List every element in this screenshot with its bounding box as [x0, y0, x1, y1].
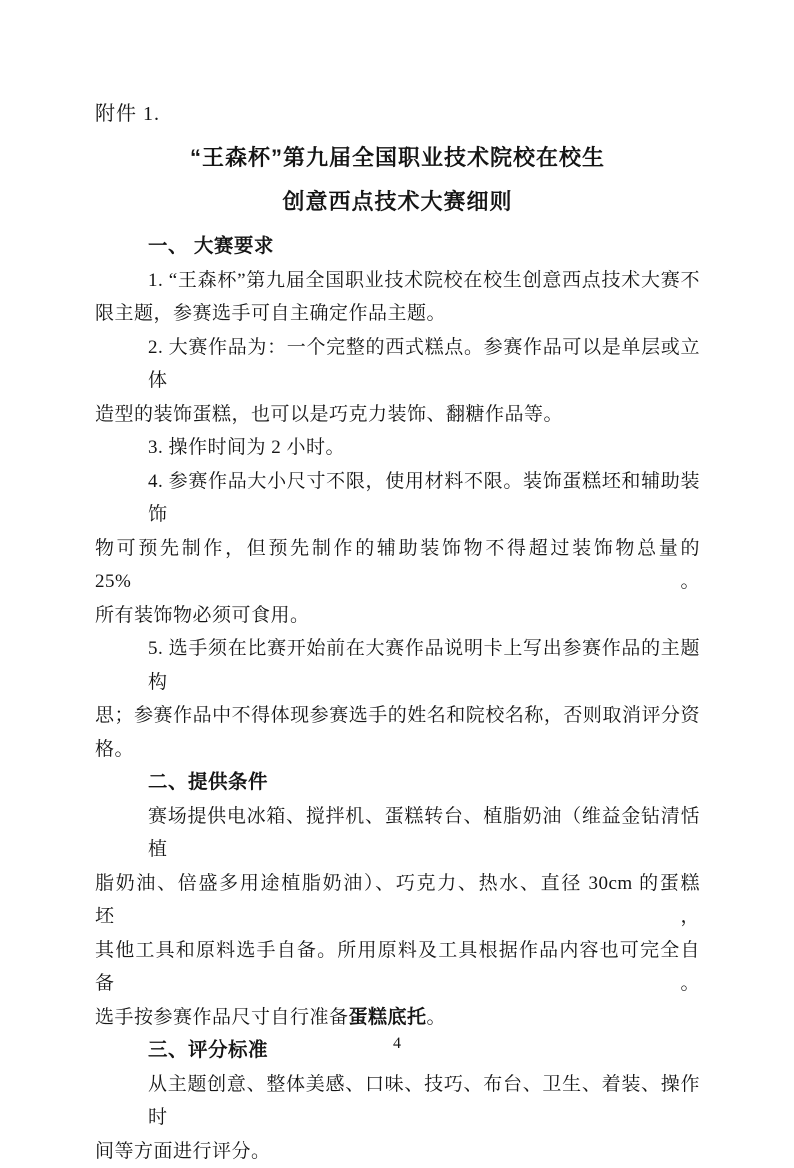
text-line: 物可预先制作，但预先制作的辅助装饰物不得超过装饰物总量的 25%。 — [95, 532, 700, 599]
text-line: 思；参赛作品中不得体现参赛选手的姓名和院校名称，否则取消评分资 — [95, 699, 700, 733]
text-line — [95, 1001, 700, 1035]
section-heading: 二、提供条件 — [95, 766, 700, 800]
text-segment: 选手按参赛作品尺寸自行准备 — [95, 1007, 349, 1028]
text-segment: 。 — [427, 1007, 447, 1028]
section-heading: 一、 大赛要求 — [95, 230, 700, 264]
text-line: 1. “王森杯”第九届全国职业技术院校在校生创意西点技术大赛不 — [95, 264, 700, 298]
text-line: 5. 选手须在比赛开始前在大赛作品说明卡上写出参赛作品的主题构 — [95, 632, 700, 699]
text-line: 2. 大赛作品为：一个完整的西式糕点。参赛作品可以是单层或立体 — [95, 331, 700, 398]
text-line: 格。 — [95, 733, 700, 767]
text-line: 造型的装饰蛋糕，也可以是巧克力装饰、翻糖作品等。 — [95, 398, 700, 432]
attachment-label: 附件 1. — [95, 100, 700, 128]
text-line: 其他工具和原料选手自备。所用原料及工具根据作品内容也可完全自备。 — [95, 934, 700, 1001]
section-heading: 三、评分标准 — [95, 1034, 700, 1068]
document-title-line: 创意西点技术大赛细则 — [95, 186, 700, 218]
text-line: 间等方面进行评分。 — [95, 1135, 700, 1168]
document-body — [95, 100, 700, 1168]
text-line: 脂奶油、倍盛多用途植脂奶油）、巧克力、热水、直径 30cm 的蛋糕坯， — [95, 867, 700, 934]
text-line: 赛场提供电冰箱、搅拌机、蛋糕转台、植脂奶油（维益金钻清恬植 — [95, 800, 700, 867]
text-line: 限主题，参赛选手可自主确定作品主题。 — [95, 297, 700, 331]
text-line: 从主题创意、整体美感、口味、技巧、布台、卫生、着装、操作时 — [95, 1068, 700, 1135]
page-number: 4 — [0, 1034, 794, 1054]
text-line: 3. 操作时间为 2 小时。 — [95, 431, 700, 465]
document-title-line: “王森杯”第九届全国职业技术院校在校生 — [95, 142, 700, 174]
bold-text-segment: 蛋糕底托 — [349, 1007, 427, 1028]
text-line: 所有装饰物必须可食用。 — [95, 599, 700, 633]
text-line: 4. 参赛作品大小尺寸不限，使用材料不限。装饰蛋糕坯和辅助装饰 — [95, 465, 700, 532]
